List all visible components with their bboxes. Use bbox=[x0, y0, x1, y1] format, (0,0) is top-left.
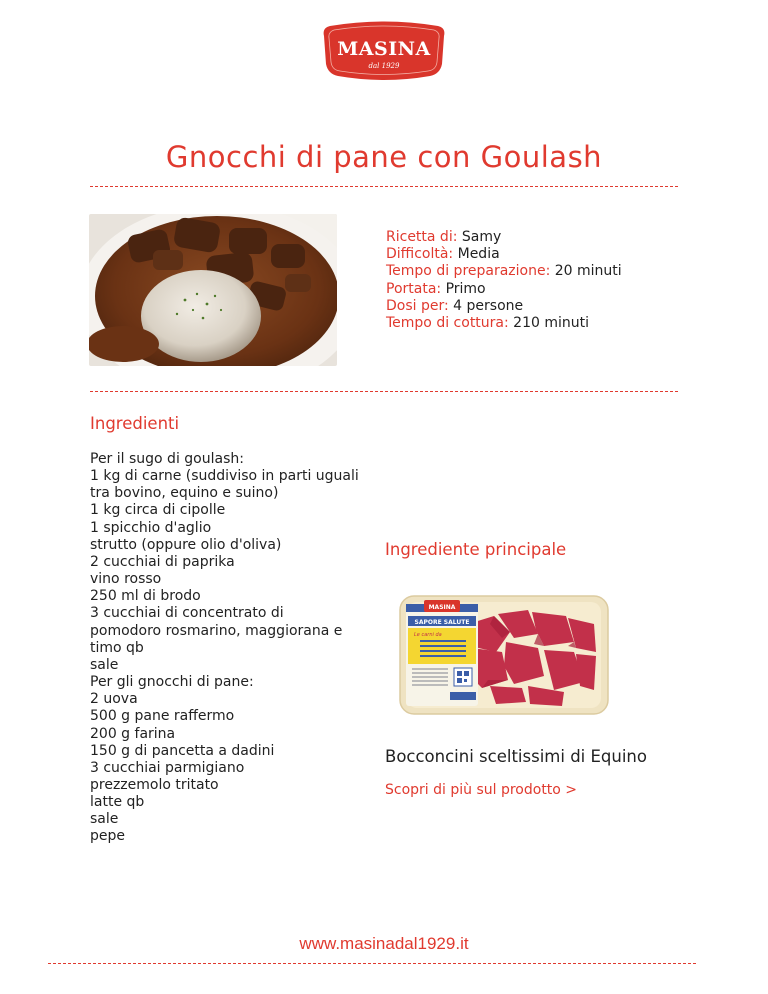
ingredient-line: 250 ml di brodo bbox=[90, 588, 201, 605]
meta-value: 210 minuti bbox=[513, 315, 589, 332]
ingredient-line: prezzemolo tritato bbox=[90, 776, 219, 793]
meta-value: 20 minuti bbox=[554, 263, 622, 280]
meta-label: Difficoltà: bbox=[386, 246, 454, 263]
footer-divider bbox=[48, 963, 696, 964]
recipe-meta bbox=[386, 229, 622, 332]
package-sub: Le carni da bbox=[414, 632, 442, 638]
meta-label: Portata: bbox=[386, 280, 442, 297]
title-divider bbox=[90, 186, 678, 187]
ingredient-line: Per gli gnocchi di pane: bbox=[90, 674, 254, 691]
logo-wordmark: MASINA bbox=[337, 38, 431, 60]
meta-course bbox=[386, 281, 622, 298]
ingredient-line: pepe bbox=[90, 828, 125, 845]
ingredient-line: 1 spicchio d'aglio bbox=[90, 519, 212, 536]
ingredient-line: 500 g pane raffermo bbox=[90, 708, 235, 725]
product-image bbox=[398, 594, 610, 716]
ingredient-line: 1 kg di carne (suddiviso in parti uguali bbox=[90, 468, 359, 485]
meta-label: Tempo di preparazione: bbox=[386, 263, 551, 280]
ingredient-line: timo qb bbox=[90, 639, 144, 656]
ingredient-line: vino rosso bbox=[90, 571, 162, 588]
section-divider bbox=[90, 391, 678, 392]
masina-logo bbox=[322, 20, 446, 80]
meta-label: Ricetta di: bbox=[386, 229, 458, 245]
ingredient-line: 3 cucchiai parmigiano bbox=[90, 759, 245, 776]
ingredient-line: 1 kg circa di cipolle bbox=[90, 502, 226, 519]
ingredients-list bbox=[90, 451, 390, 846]
ingredient-line: tra bovino, equino e suino) bbox=[90, 485, 279, 502]
meta-servings bbox=[386, 298, 622, 315]
ingredient-line: 200 g farina bbox=[90, 725, 176, 742]
product-name: Bocconcini sceltissimi di Equino bbox=[385, 747, 647, 766]
ingredient-line: 2 uova bbox=[90, 691, 138, 708]
meta-label: Tempo di cottura: bbox=[386, 315, 509, 332]
ingredient-line: sale bbox=[90, 811, 119, 828]
ingredient-line: pomodoro rosmarino, maggiorana e bbox=[90, 622, 343, 639]
meta-value: Samy bbox=[461, 229, 502, 245]
footer-website-link[interactable]: www.masinadal1929.it bbox=[299, 934, 469, 953]
meta-label: Dosi per: bbox=[386, 297, 449, 314]
product-details-link[interactable]: Scopri di più sul prodotto > bbox=[385, 782, 578, 798]
meta-difficulty bbox=[386, 246, 622, 263]
dish-photo bbox=[89, 214, 337, 366]
ingredients-heading: Ingredienti bbox=[90, 414, 180, 433]
ingredient-line: Per il sugo di goulash: bbox=[90, 451, 244, 467]
ingredient-line: sale bbox=[90, 656, 119, 673]
main-ingredient-heading: Ingrediente principale bbox=[385, 540, 567, 559]
logo-tagline: dal 1929 bbox=[368, 62, 400, 70]
meta-author bbox=[386, 229, 622, 246]
meta-value: Primo bbox=[445, 280, 486, 297]
package-label: SAPORE SALUTE bbox=[414, 619, 470, 626]
meta-cook-time bbox=[386, 315, 622, 332]
ingredient-line: latte qb bbox=[90, 794, 145, 811]
ingredient-line: 2 cucchiai di paprika bbox=[90, 553, 235, 570]
package-brand: MASINA bbox=[428, 604, 456, 611]
recipe-title: Gnocchi di pane con Goulash bbox=[165, 140, 603, 174]
ingredient-line: 3 cucchiai di concentrato di bbox=[90, 605, 284, 622]
ingredient-line: 150 g di pancetta a dadini bbox=[90, 742, 275, 759]
ingredient-line: strutto (oppure olio d'oliva) bbox=[90, 536, 282, 553]
meta-value: Media bbox=[457, 246, 500, 263]
meta-prep-time bbox=[386, 263, 622, 280]
meta-value: 4 persone bbox=[453, 297, 524, 314]
